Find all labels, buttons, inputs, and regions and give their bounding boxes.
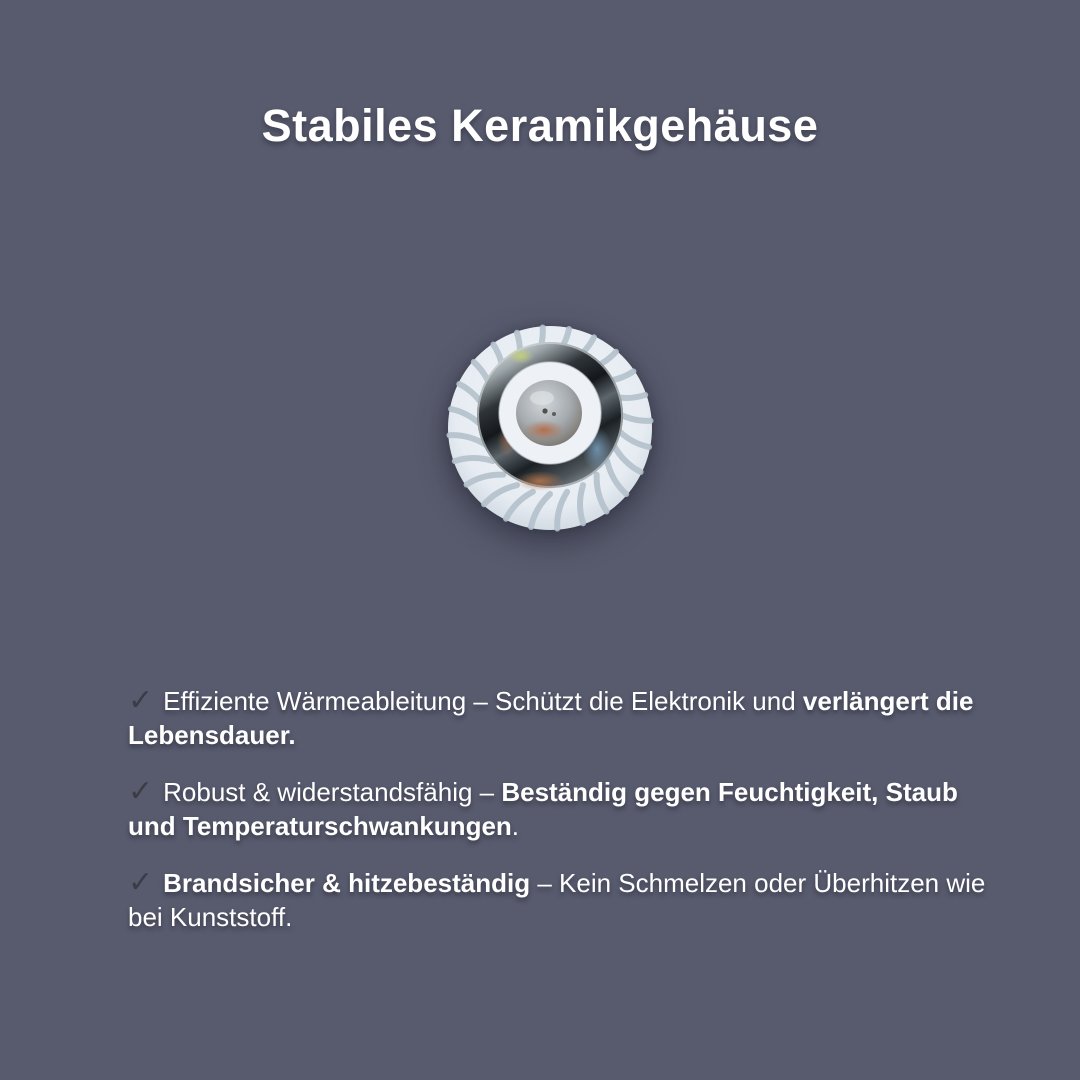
ceramic-bulb-image [445, 323, 655, 533]
checkmark-icon: ✓ [128, 866, 154, 899]
feature-bullet [128, 866, 998, 934]
feature-text-bold: Brandsicher & hitzebeständig [163, 868, 531, 898]
feature-text: Effiziente Wärmeableitung – Schützt die Elektronik und [163, 686, 803, 716]
feature-list [128, 684, 998, 957]
feature-text-bold: Beständig gegen Feuchtigkeit, Staub und Temperaturschwankungen [128, 777, 958, 841]
feature-bullet [128, 684, 998, 752]
checkmark-icon: ✓ [128, 684, 154, 717]
checkmark-icon: ✓ [128, 775, 154, 808]
feature-text: Robust & widerstandsfähig – [163, 777, 502, 807]
feature-text-bold: verlängert die Lebensdauer. [128, 686, 974, 750]
feature-text: – Kein Schmelzen oder Überhitzen wie bei Kunststoff. [128, 868, 986, 932]
page-title: Stabiles Keramikgehäuse [261, 100, 819, 151]
feature-bullet [128, 775, 998, 843]
product-photo [445, 323, 655, 533]
feature-text: . [511, 811, 520, 841]
